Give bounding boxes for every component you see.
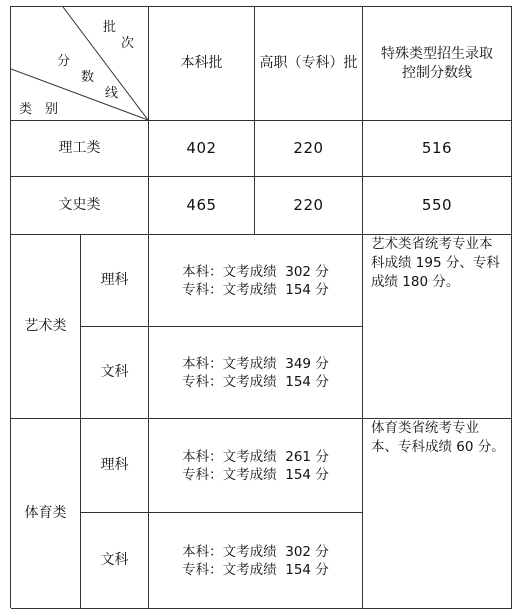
row-wenshi-teshu: 550 <box>363 177 512 235</box>
tiyu-like-zhuanke-line: 专科：文考成绩 154 分 <box>182 466 329 483</box>
tiyu-note-line2: 本、专科成绩 60 分。 <box>371 439 505 455</box>
header-benke: 本科批 <box>149 7 255 121</box>
row-ligong-gaozhi: 220 <box>255 121 363 177</box>
yishu-wenke-scores <box>149 327 363 419</box>
tiyu-note-line1: 体育类省统考专业 <box>371 420 479 436</box>
tiyu-label: 体育类 <box>11 419 81 609</box>
header-corner-cell <box>11 7 149 121</box>
tiyu-wenke-zhuanke-line: 专科：文考成绩 154 分 <box>182 561 329 578</box>
corner-label-ci: 次 <box>121 36 135 51</box>
corner-label-pi: 批 <box>103 20 117 35</box>
tiyu-note <box>363 419 512 609</box>
corner-label-fen: 分 <box>57 54 71 69</box>
header-teshu-line2: 控制分数线 <box>402 64 472 81</box>
header-teshu-line1: 特殊类型招生录取 <box>381 45 493 62</box>
corner-label-bie: 别 <box>45 102 59 117</box>
row-wenshi-label: 文史类 <box>11 177 149 235</box>
row-wenshi-benke: 465 <box>149 177 255 235</box>
yishu-like-benke-line: 本科：文考成绩 302 分 <box>182 263 329 280</box>
corner-label-shu: 数 <box>81 70 95 85</box>
row-ligong-benke: 402 <box>149 121 255 177</box>
row-ligong-teshu: 516 <box>363 121 512 177</box>
yishu-like-scores <box>149 235 363 327</box>
yishu-note-line3: 成绩 180 分。 <box>371 274 460 290</box>
yishu-label: 艺术类 <box>11 235 81 419</box>
tiyu-like-benke-line: 本科：文考成绩 261 分 <box>182 448 329 465</box>
row-wenshi-gaozhi: 220 <box>255 177 363 235</box>
yishu-note <box>363 235 512 419</box>
yishu-wenke-zhuanke-line: 专科：文考成绩 154 分 <box>182 373 329 390</box>
header-gaozhi: 高职（专科）批 <box>255 7 363 121</box>
row-ligong-label: 理工类 <box>11 121 149 177</box>
yishu-wenke-label: 文科 <box>81 327 149 419</box>
yishu-like-label: 理科 <box>81 235 149 327</box>
tiyu-like-label: 理科 <box>81 419 149 513</box>
yishu-wenke-benke-line: 本科：文考成绩 349 分 <box>182 355 329 372</box>
tiyu-wenke-scores <box>149 513 363 609</box>
tiyu-wenke-label: 文科 <box>81 513 149 609</box>
tiyu-like-scores <box>149 419 363 513</box>
score-table <box>10 6 512 608</box>
corner-label-xian: 线 <box>105 86 119 101</box>
yishu-like-zhuanke-line: 专科：文考成绩 154 分 <box>182 281 329 298</box>
corner-label-lei: 类 <box>19 102 33 117</box>
yishu-note-line1: 艺术类省统考专业本 <box>371 236 493 252</box>
tiyu-wenke-benke-line: 本科：文考成绩 302 分 <box>182 543 329 560</box>
yishu-note-line2: 科成绩 195 分、专科 <box>371 255 500 271</box>
header-teshu <box>363 7 512 121</box>
